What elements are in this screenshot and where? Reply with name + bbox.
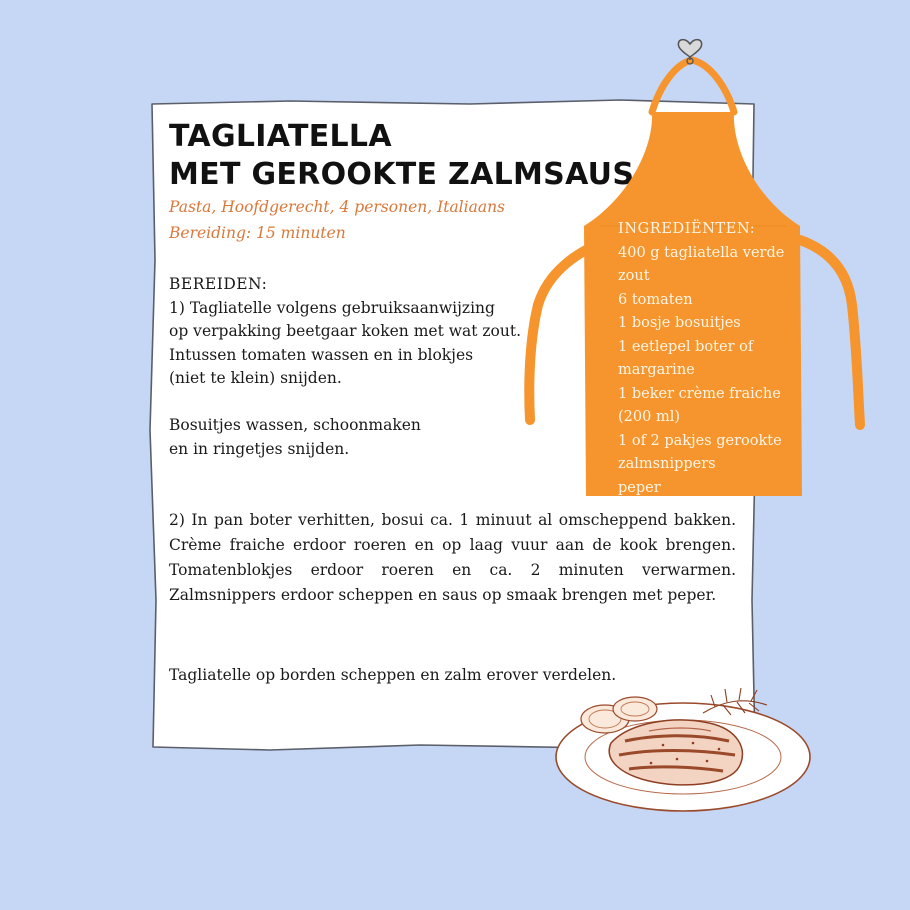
step1b-line: en in ringetjes snijden. bbox=[169, 439, 350, 458]
ingredient-item: 1 eetlepel boter of bbox=[618, 338, 754, 355]
ingredient-item: margarine bbox=[618, 362, 695, 378]
ingredients-list bbox=[618, 218, 808, 500]
ingredient-item: 6 tomaten bbox=[618, 291, 693, 308]
step1b-line: Bosuitjes wassen, schoonmaken bbox=[169, 416, 421, 434]
ingredient-item: 1 bosje bosuitjes bbox=[618, 315, 741, 331]
recipe-prep-time: Bereiding: 15 minuten bbox=[169, 224, 346, 242]
ingredient-item: 1 of 2 pakjes gerookte bbox=[618, 432, 782, 449]
ingredient-item: peper bbox=[618, 479, 661, 496]
ingredient-item: 1 beker crème fraiche bbox=[618, 385, 781, 402]
step1-line: Intussen tomaten wassen en in blokjes bbox=[169, 345, 474, 364]
salmon-plate-icon bbox=[553, 683, 815, 815]
step1-line: (niet te klein) snijden. bbox=[169, 369, 342, 387]
step1-line: 1) Tagliatelle volgens gebruiksaanwijzing bbox=[169, 298, 495, 317]
recipe-title-line1: TAGLIATELLA bbox=[169, 119, 392, 154]
ingredient-item: 400 g tagliatella verde bbox=[618, 244, 785, 261]
recipe-title-line2: MET GEROOKTE ZALMSAUS bbox=[169, 157, 635, 192]
steps-heading: BEREIDEN: bbox=[169, 275, 268, 293]
ingredient-item: zalmsnippers bbox=[618, 456, 716, 472]
final-step: Tagliatelle op borden scheppen en zalm erover verdelen. bbox=[169, 666, 617, 684]
recipe-tags: Pasta, Hoofdgerecht, 4 personen, Italiaans bbox=[169, 198, 506, 216]
step2-paragraph: 2) In pan boter verhitten, bosui ca. 1 minuut al omscheppend bakken. Crème fraiche erdoor roeren en op laag vuur aan de kook brengen. Tomatenblokjes erdoor roeren en ca. 2 minuten verwarmen. Zalmsnippers erdoor scheppen en saus op smaak brengen met peper. bbox=[169, 511, 736, 604]
ingredients-heading: INGREDIËNTEN: bbox=[618, 221, 756, 237]
ingredient-item: (200 ml) bbox=[618, 409, 680, 425]
step1-line: op verpakking beetgaar koken met wat zout. bbox=[169, 322, 522, 340]
ingredient-item: zout bbox=[618, 268, 650, 284]
